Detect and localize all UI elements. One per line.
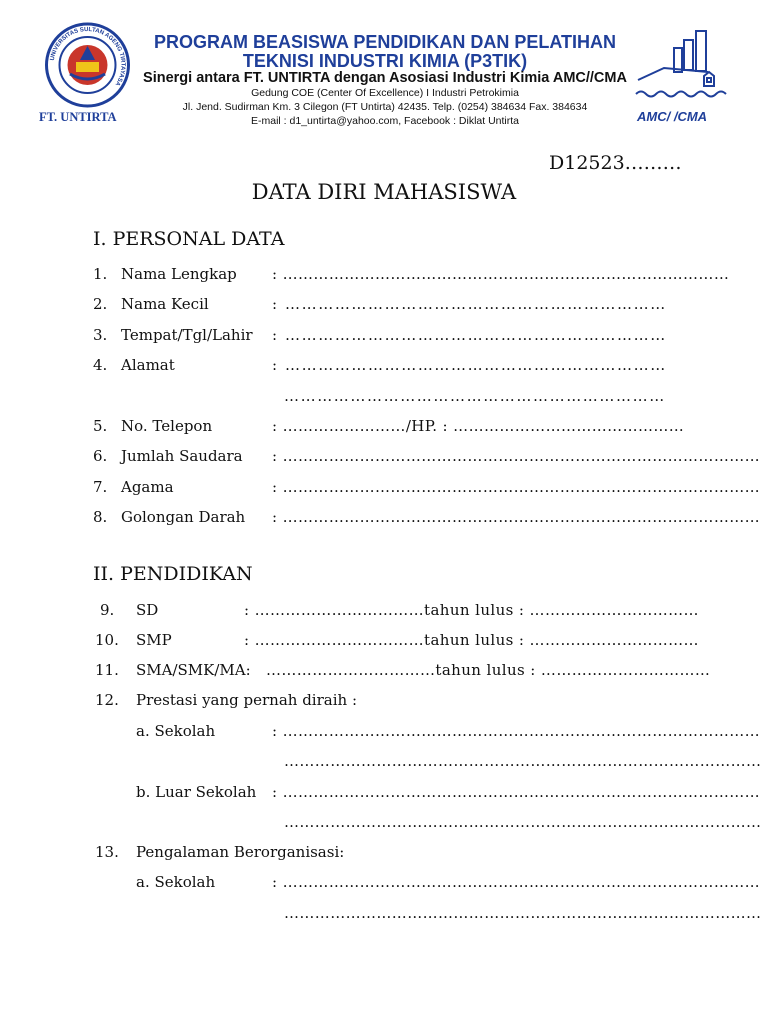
untirta-logo — [40, 22, 135, 108]
organisasi-sekolah-field[interactable]: : ………………………………………………………………………………… — [272, 873, 761, 891]
program-tagline: Sinergi antara FT. UNTIRTA dengan Asosiasi Industri Kimia AMC//CMA — [143, 70, 627, 86]
document-number: D12523……… — [549, 152, 682, 174]
row-number: 12. — [95, 691, 119, 709]
prestasi-sekolah-field-line2[interactable]: ………………………………………………………………………………… — [284, 752, 762, 770]
row-label: Prestasi yang pernah diraih : — [136, 691, 357, 709]
row-label: b. Luar Sekolah — [136, 783, 257, 801]
row-label: Golongan Darah — [121, 508, 246, 526]
prestasi-luar-sekolah-field-line2[interactable]: ………………………………………………………………………………… — [284, 813, 762, 831]
email-line: E-mail : d1_untirta@yahoo.com, Facebook : Diklat Untirta — [250, 115, 520, 127]
building-line: Gedung COE (Center Of Excellence) I Industri Petrokimia — [251, 87, 519, 99]
letterhead — [0, 0, 768, 135]
factory-skyline-icon — [634, 28, 729, 108]
row-label: SD — [136, 601, 159, 619]
row-label: Nama Lengkap — [121, 265, 237, 283]
document-title: DATA DIRI MAHASISWA — [251, 180, 517, 204]
row-label: Jumlah Saudara — [121, 447, 243, 465]
row-number: 7. — [93, 478, 108, 496]
nama-lengkap-field[interactable]: : …………………………………………………………………………… — [272, 265, 730, 283]
right-logo-caption: AMC/ /CMA — [637, 109, 708, 124]
tempat-tgl-lahir-field[interactable]: : …………………………………………………………… — [272, 326, 667, 344]
address-line: Jl. Jend. Sudirman Km. 3 Cilegon (FT Untirta) 42435. Telp. (0254) 384634 Fax. 384634 — [182, 101, 588, 113]
row-label: Tempat/Tgl/Lahir — [121, 326, 253, 344]
row-number: 8. — [93, 508, 108, 526]
agama-field[interactable]: : ………………………………………………………………………………… — [272, 478, 761, 496]
section-personal-data-title: I. PERSONAL DATA — [93, 228, 285, 250]
row-number: 2. — [93, 295, 108, 313]
row-number: 13. — [95, 843, 119, 861]
nama-kecil-field[interactable]: : …………………………………………………………… — [272, 295, 667, 313]
program-title-line1: PROGRAM BEASISWA PENDIDIKAN DAN PELATIHAN — [153, 32, 616, 52]
sma-field[interactable]: ……………………………tahun lulus : …………………………… — [266, 661, 711, 679]
left-logo-caption: FT. UNTIRTA — [39, 110, 117, 124]
row-number: 1. — [93, 265, 108, 283]
program-title-line2: TEKNISI INDUSTRI KIMIA (P3TIK) — [242, 51, 528, 71]
jumlah-saudara-field[interactable]: : ………………………………………………………………………………… — [272, 447, 761, 465]
row-number: 6. — [93, 447, 108, 465]
row-label: Nama Kecil — [121, 295, 209, 313]
row-number: 5. — [93, 417, 108, 435]
prestasi-sekolah-field[interactable]: : ………………………………………………………………………………… — [272, 722, 761, 740]
alamat-field[interactable]: : …………………………………………………………… — [272, 356, 667, 374]
alamat-field-line2[interactable]: …………………………………………………………… — [284, 387, 666, 405]
svg-text:UNIVERSITAS SULTAN AGENG TIRTA: UNIVERSITAS SULTAN AGENG TIRTAYASA — [49, 26, 126, 87]
row-number: 4. — [93, 356, 108, 374]
row-label: Agama — [121, 478, 174, 496]
golongan-darah-field[interactable]: : ………………………………………………………………………………… — [272, 508, 761, 526]
prestasi-luar-sekolah-field[interactable]: : ………………………………………………………………………………… — [272, 783, 761, 801]
telepon-hp-field[interactable]: : ……………………/HP. : ……………………………………… — [272, 417, 685, 435]
row-label: a. Sekolah — [136, 722, 216, 740]
organisasi-sekolah-field-line2[interactable]: ………………………………………………………………………………… — [284, 904, 762, 922]
row-label: SMP — [136, 631, 172, 649]
row-number: 3. — [93, 326, 108, 344]
row-label: SMA/SMK/MA: — [136, 661, 251, 679]
section-pendidikan-title: II. PENDIDIKAN — [93, 563, 253, 585]
untirta-seal-icon — [40, 22, 135, 108]
amc-cma-logo — [634, 28, 729, 108]
row-label: Alamat — [121, 356, 175, 374]
row-label: No. Telepon — [121, 417, 213, 435]
row-label: Pengalaman Berorganisasi: — [136, 843, 345, 861]
sd-field[interactable]: : ……………………………tahun lulus : …………………………… — [244, 601, 699, 619]
row-number: 10. — [95, 631, 119, 649]
row-number: 9. — [100, 601, 115, 619]
row-number: 11. — [95, 661, 119, 679]
smp-field[interactable]: : ……………………………tahun lulus : …………………………… — [244, 631, 699, 649]
row-label: a. Sekolah — [136, 873, 216, 891]
